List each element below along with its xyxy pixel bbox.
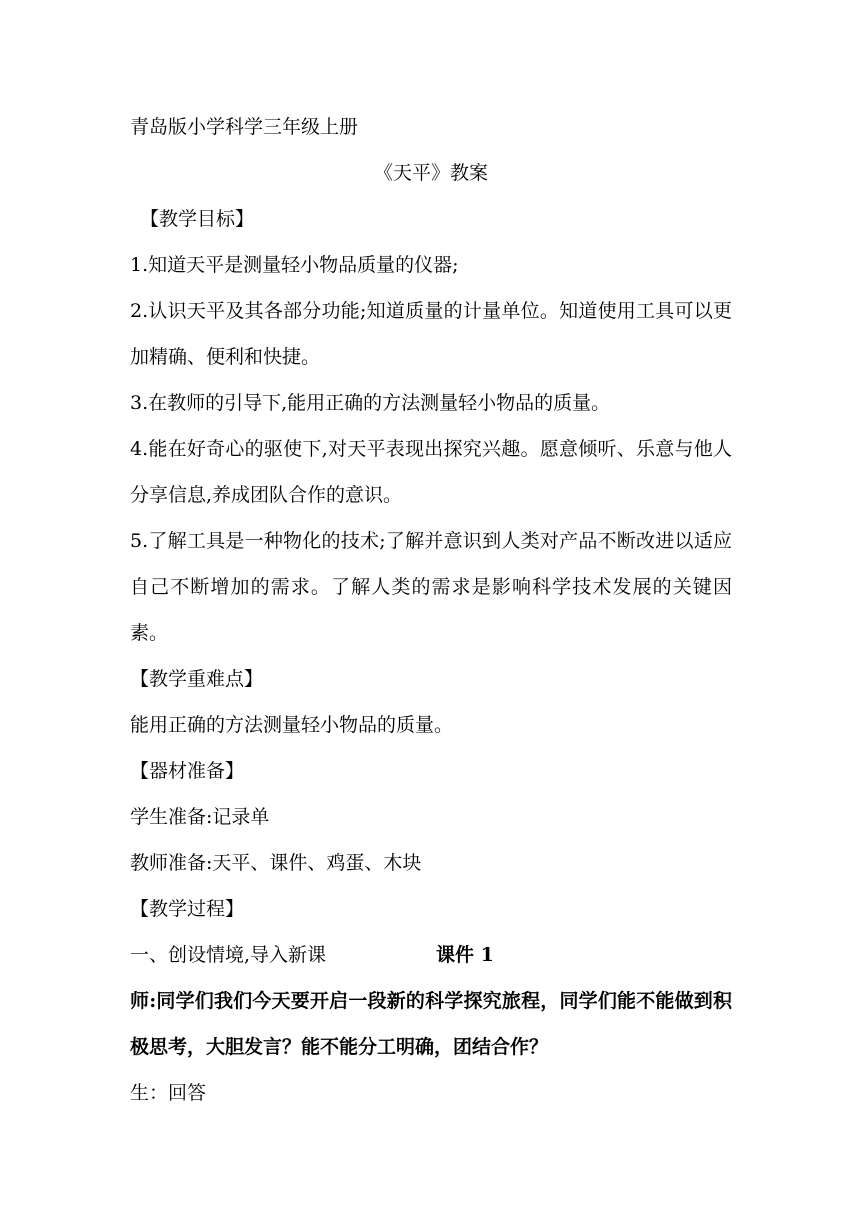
student-dialogue: 生：回答 [130, 1082, 207, 1104]
materials-heading: 【器材准备】 [130, 760, 245, 782]
process-heading: 【教学过程】 [130, 898, 245, 920]
teacher-preparation: 教师准备:天平、课件、鸡蛋、木块 [130, 852, 422, 874]
section-title: 一、创设情境,导入新课 [130, 944, 327, 966]
lesson-title: 《天平》教案 [373, 162, 488, 184]
key-points-text: 能用正确的方法测量轻小物品的质量。 [130, 714, 454, 736]
textbook-series: 青岛版小学科学三年级上册 [130, 116, 359, 138]
objective-item: 4.能在好奇心的驱使下,对天平表现出探究兴趣。愿意倾听、乐意与他人分享信息,养成团队合作的意识。 [130, 438, 732, 506]
student-preparation: 学生准备:记录单 [130, 806, 270, 828]
objective-item: 3.在教师的引导下,能用正确的方法测量轻小物品的质量。 [130, 392, 611, 414]
key-points-heading: 【教学重难点】 [130, 668, 264, 690]
document-page [130, 104, 732, 1116]
objectives-heading: 【教学目标】 [140, 208, 255, 230]
teacher-dialogue: 师:同学们我们今天要开启一段新的科学探究旅程，同学们能不能做到积极思考，大胆发言？能不能分工明确，团结合作？ [130, 990, 732, 1058]
objective-item: 2.认识天平及其各部分功能;知道质量的计量单位。知道使用工具可以更加精确、便利和快捷。 [130, 300, 732, 368]
courseware-label: 课件 1 [436, 944, 494, 966]
objective-item: 1.知道天平是测量轻小物品质量的仪器; [130, 254, 459, 276]
section-heading [130, 932, 732, 978]
objective-item: 5.了解工具是一种物化的技术;了解并意识到人类对产品不断改进以适应自己不断增加的需求。了解人类的需求是影响科学技术发展的关键因素。 [130, 530, 732, 644]
